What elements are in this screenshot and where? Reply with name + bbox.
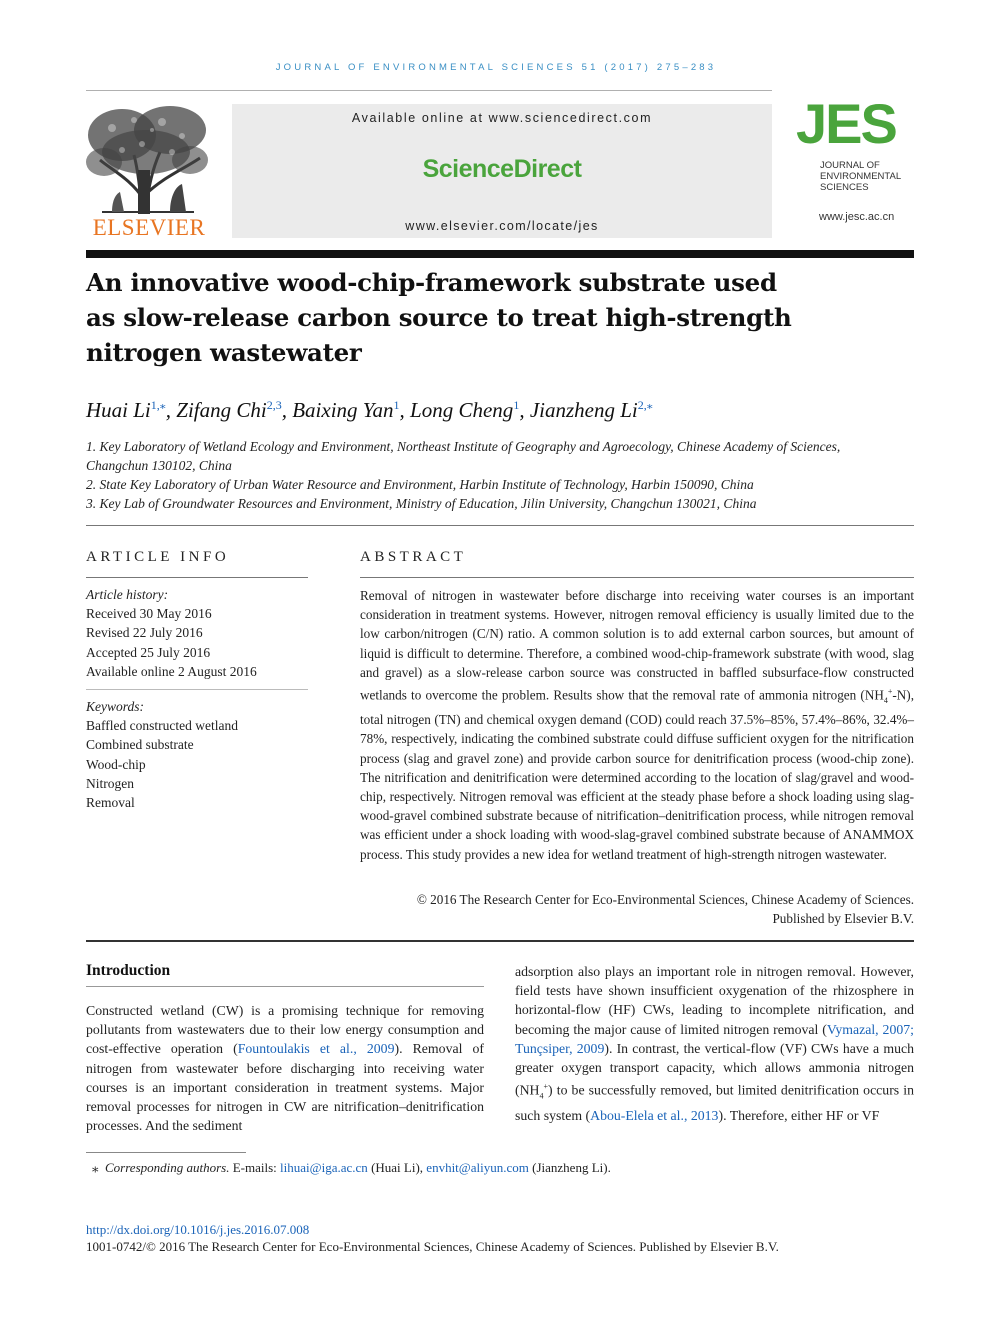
footnote-text: E-mails:	[229, 1160, 281, 1175]
intro-left-column	[86, 1001, 484, 1135]
article-info-heading: ARTICLE INFO	[86, 549, 230, 565]
jes-subtitle-line: ENVIRONMENTAL	[820, 171, 902, 182]
footnote-star: ⁎	[92, 1160, 99, 1175]
article-history	[86, 585, 310, 681]
citation-link[interactable]: Vymazal, 2007; Tunçsiper, 2009	[515, 1021, 914, 1056]
abstract-rule	[360, 577, 914, 578]
footnote-text: (Huai Li),	[367, 1160, 427, 1175]
affiliation-1-cont: Changchun 130102, China	[86, 458, 232, 473]
abstract-subscript: 4	[883, 696, 888, 706]
copyright-line: Published by Elsevier B.V.	[772, 911, 914, 927]
abstract-text-part: Removal of nitrogen in wastewater before discharge into receiving water courses is an important consideration in treatment systems. However, nitrogen removal efficiency is usually limited due to the low carbon/nitrogen (C/N) ratio. A common solution is to add external carbon sources, but amount of liquid is difficult to determine. Therefore, a combined wood-chip-framework substrate (with wood, slag and gravel) as a slow-release carbon source was constructed in baffled subsurface-flow constructed wetlands to overcome the problem. Results show that the removal rate of ammonia nitrogen (NH	[360, 588, 914, 703]
author-name[interactable]: Jianzheng Li	[529, 398, 638, 422]
author-name[interactable]: Long Cheng	[410, 398, 514, 422]
keywords-rule	[86, 689, 308, 690]
affiliations-rule	[86, 525, 914, 526]
author-separator: ,	[281, 398, 293, 422]
author-name[interactable]: Zifang Chi	[176, 398, 267, 422]
intro-text: ). In contrast, the vertical-flow (VF) CWs have a much greater oxygen transport capacity, which allows ammonia nitrogen (NH	[515, 1040, 915, 1098]
journal-citation-line: JOURNAL OF ENVIRONMENTAL SCIENCES 51 (2017) 275–283	[275, 62, 717, 73]
history-item: Revised 22 July 2016	[86, 625, 203, 641]
elsevier-journal-url[interactable]: www.elsevier.com/locate/jes	[405, 219, 599, 233]
intro-right-column	[515, 962, 914, 1125]
keywords-label: Keywords:	[86, 699, 144, 714]
author-affiliation-marker[interactable]: 1	[393, 398, 400, 412]
history-item: Available online 2 August 2016	[86, 663, 257, 679]
intro-text: ). Therefore, either HF or VF	[718, 1107, 880, 1123]
introduction-heading: Introduction	[86, 962, 171, 979]
elsevier-wordmark: ELSEVIER	[92, 215, 206, 240]
intro-subscript: 4	[539, 1091, 544, 1101]
jes-logo: JES	[796, 92, 896, 155]
intro-text: ). Removal of nitrogen from wastewater before discharging into receiving water courses is an important consideration in treatment systems. Major removal processes for nitrogen in CW are nitrification–denitrification processes. And the sediment	[86, 1041, 485, 1134]
copyright-line: © 2016 The Research Center for Eco-Environmental Sciences, Chinese Academy of Sciences.	[416, 892, 914, 907]
intro-text: ) to be successfully removed, but limited denitrification occurs in such system (	[515, 1082, 914, 1123]
history-item: Accepted 25 July 2016	[86, 644, 211, 660]
keyword: Wood-chip	[86, 756, 146, 772]
history-label: Article history:	[86, 587, 169, 602]
author-separator: ,	[399, 398, 411, 422]
author-affiliation-marker[interactable]: 2,⁎	[637, 398, 653, 412]
citation-link[interactable]: Fountoulakis et al., 2009	[237, 1041, 395, 1057]
author-affiliation-marker[interactable]: 1,⁎	[150, 398, 166, 412]
email-link[interactable]: lihuai@iga.ac.cn	[280, 1160, 368, 1175]
issn-copyright: 1001-0742/© 2016 The Research Center for Eco-Environmental Sciences, Chinese Academy of Sciences. Published by Elsevier B.V.	[86, 1239, 779, 1254]
author-name[interactable]: Baixing Yan	[292, 398, 394, 422]
author-separator: ,	[165, 398, 177, 422]
keyword: Baffled constructed wetland	[86, 718, 238, 734]
abstract-superscript: +	[887, 687, 893, 697]
footnote-label: Corresponding authors.	[105, 1160, 230, 1175]
author-separator: ,	[519, 398, 530, 422]
jes-subtitle	[820, 160, 930, 193]
title-line: An innovative wood-chip-framework substrate used	[86, 268, 777, 297]
jes-url[interactable]: www.jesc.ac.cn	[819, 211, 895, 223]
affiliation-3: 3. Key Lab of Groundwater Resources and Environment, Ministry of Education, Jilin University, Changchun 130021, China	[86, 496, 757, 511]
email-link[interactable]: envhit@aliyun.com	[426, 1160, 529, 1175]
author-affiliation-marker[interactable]: 2,3	[266, 398, 282, 412]
jes-subtitle-line: JOURNAL OF	[820, 160, 880, 171]
history-item: Received 30 May 2016	[86, 606, 212, 622]
keywords-block	[86, 697, 310, 812]
intro-text: adsorption also plays an important role in nitrogen removal. However, field tests have shown insufficient oxygenation of the rhizosphere in horizontal-flow (HF) CWs, leading to incomplete nitrification, and becoming the major cause of limited nitrogen removal (	[515, 964, 914, 1037]
available-online-text: Available online at www.sciencedirect.com	[351, 111, 653, 125]
keyword: Combined substrate	[86, 737, 194, 753]
abstract-copyright	[360, 890, 914, 928]
jes-subtitle-line: SCIENCES	[820, 182, 869, 193]
title-line: nitrogen wastewater	[86, 338, 362, 367]
abstract-heading: ABSTRACT	[360, 549, 467, 565]
footnote-text: (Jianzheng Li).	[528, 1160, 611, 1175]
abstract-text	[360, 586, 914, 864]
footnote-rule	[86, 1152, 246, 1153]
affiliation-2: 2. State Key Laboratory of Urban Water Resource and Environment, Harbin Institute of Technology, Harbin 150090, China	[86, 477, 754, 492]
header-rule	[86, 90, 772, 91]
author-name[interactable]: Huai Li	[86, 398, 151, 422]
intro-superscript: +	[543, 1082, 549, 1092]
title-line: as slow-release carbon source to treat high-strength	[86, 303, 792, 332]
abstract-bottom-rule	[86, 940, 914, 942]
corresponding-author-footnote	[92, 1160, 611, 1176]
keyword: Nitrogen	[86, 775, 134, 791]
author-list	[86, 398, 653, 423]
introduction-rule	[86, 986, 484, 987]
header-thick-rule	[86, 250, 914, 258]
citation-link[interactable]: Abou-Elela et al., 2013	[590, 1107, 719, 1123]
intro-text: Constructed wetland (CW) is a promising technique for removing pollutants from wastewaters due to their low energy consumption and cost-effective operation (	[86, 1003, 484, 1057]
abstract-text-part: -N), total nitrogen (TN) and chemical oxygen demand (COD) could reach 37.5%–85%, 57.4%–86%, 32.4%–78%, respectively, indicating the combined substrate could diffuse sufficient oxygen for the nitrification process (slag and gravel zone) and provide carbon source for denitrification process (wood-chip zone). The nitrification and denitrification were determined according to the location of slag/gravel and wood-chip, respectively. Nitrogen removal was efficient at the steady phase before a shock loading using slag-wood-gravel combined substrate because of nitrification–denitrification process, while nitrogen removal was efficient under a shock loading with wood-slag-gravel combined substrate because of ANAMMOX process. This study provides a new idea for wetland treatment of high-strength nitrogen wastewater.	[360, 687, 914, 862]
article-info-rule	[86, 577, 308, 578]
keyword: Removal	[86, 795, 135, 811]
affiliation-1: 1. Key Laboratory of Wetland Ecology and Environment, Northeast Institute of Geography and Agroecology, Chinese Academy of Sciences,	[86, 439, 841, 454]
author-affiliation-marker[interactable]: 1	[513, 398, 520, 412]
article-title	[86, 265, 846, 370]
sciencedirect-logo[interactable]: ScienceDirect	[422, 155, 582, 183]
doi-link[interactable]: http://dx.doi.org/10.1016/j.jes.2016.07.008	[86, 1222, 310, 1237]
